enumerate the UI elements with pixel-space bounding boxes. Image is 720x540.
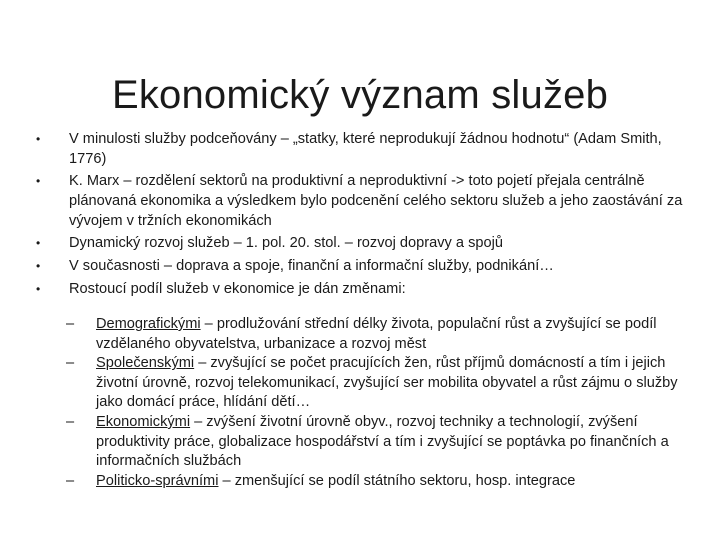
bullet-item: [36, 234, 686, 254]
bullet-text: Rostoucí podíl služeb v ekonomice je dán změnami:: [69, 280, 406, 297]
sub-item-term: Ekonomickými: [96, 413, 191, 430]
sub-item-text: – zvýšení životní úrovně obyv., rozvoj techniky a technologií, zvýšení produktivity práce, globalizace hospodářství a tím i zvyšující se poptávka po finančních a informačních službách: [96, 413, 669, 470]
sub-item: [36, 413, 686, 472]
bullet-item: [36, 280, 686, 300]
bullet-list: [36, 130, 686, 303]
dash-icon: –: [66, 355, 75, 372]
sub-item-text: – prodlužování střední délky života, populační růst a zvyšující se podíl vzdělaného obyvatelstva, urbanizace a rozvoj měst: [96, 316, 657, 352]
sub-item-text: – zmenšující se podíl státního sektoru, hosp. integrace: [218, 472, 576, 489]
bullet-icon: •: [36, 132, 41, 146]
sub-item-term: Demografickými: [96, 316, 201, 332]
bullet-icon: •: [36, 174, 41, 189]
sub-item-text: – zvyšující se počet pracujících žen, růst příjmů domácností a tím i jejich životní úrovně, rozvoj telekomunikací, zvyšující ser mobilita obyvatel a růst zájmu o služby jako domácí práce, hlídání dětí…: [96, 355, 678, 411]
bullet-text: V současnosti – doprava a spoje, finanční a informační služby, podnikání…: [69, 258, 554, 275]
dash-icon: –: [66, 413, 75, 430]
sub-list: [36, 315, 686, 491]
bullet-text: Dynamický rozvoj služeb – 1. pol. 20. stol. – rozvoj dopravy a spojů: [69, 235, 503, 252]
bullet-icon: •: [36, 281, 41, 296]
sub-item: [36, 354, 686, 413]
bullet-icon: •: [36, 259, 41, 274]
sub-item: [36, 472, 686, 492]
slide-title: Ekonomický význam služeb: [111, 72, 609, 117]
bullet-item: [36, 130, 686, 169]
bullet-item: [36, 257, 686, 277]
bullet-icon: •: [36, 236, 41, 251]
sub-item: [36, 315, 686, 354]
dash-icon: –: [66, 472, 75, 489]
bullet-item: [36, 172, 686, 231]
sub-item-term: Společenskými: [96, 355, 195, 372]
dash-icon: –: [66, 316, 75, 332]
sub-item-term: Politicko-správními: [96, 472, 219, 489]
bullet-text: K. Marx – rozdělení sektorů na produktivní a neproduktivní -> toto pojetí přejala centrálně plánovaná ekonomika a výsledkem bylo podcenění celého sektoru služeb a jeho zaostávání za vývojem v tržních ekonomikách: [69, 173, 683, 229]
bullet-text: V minulosti služby podceňovány – „statky, které neprodukují žádnou hodnotu“ (Adam Smith, 1776): [69, 131, 662, 167]
